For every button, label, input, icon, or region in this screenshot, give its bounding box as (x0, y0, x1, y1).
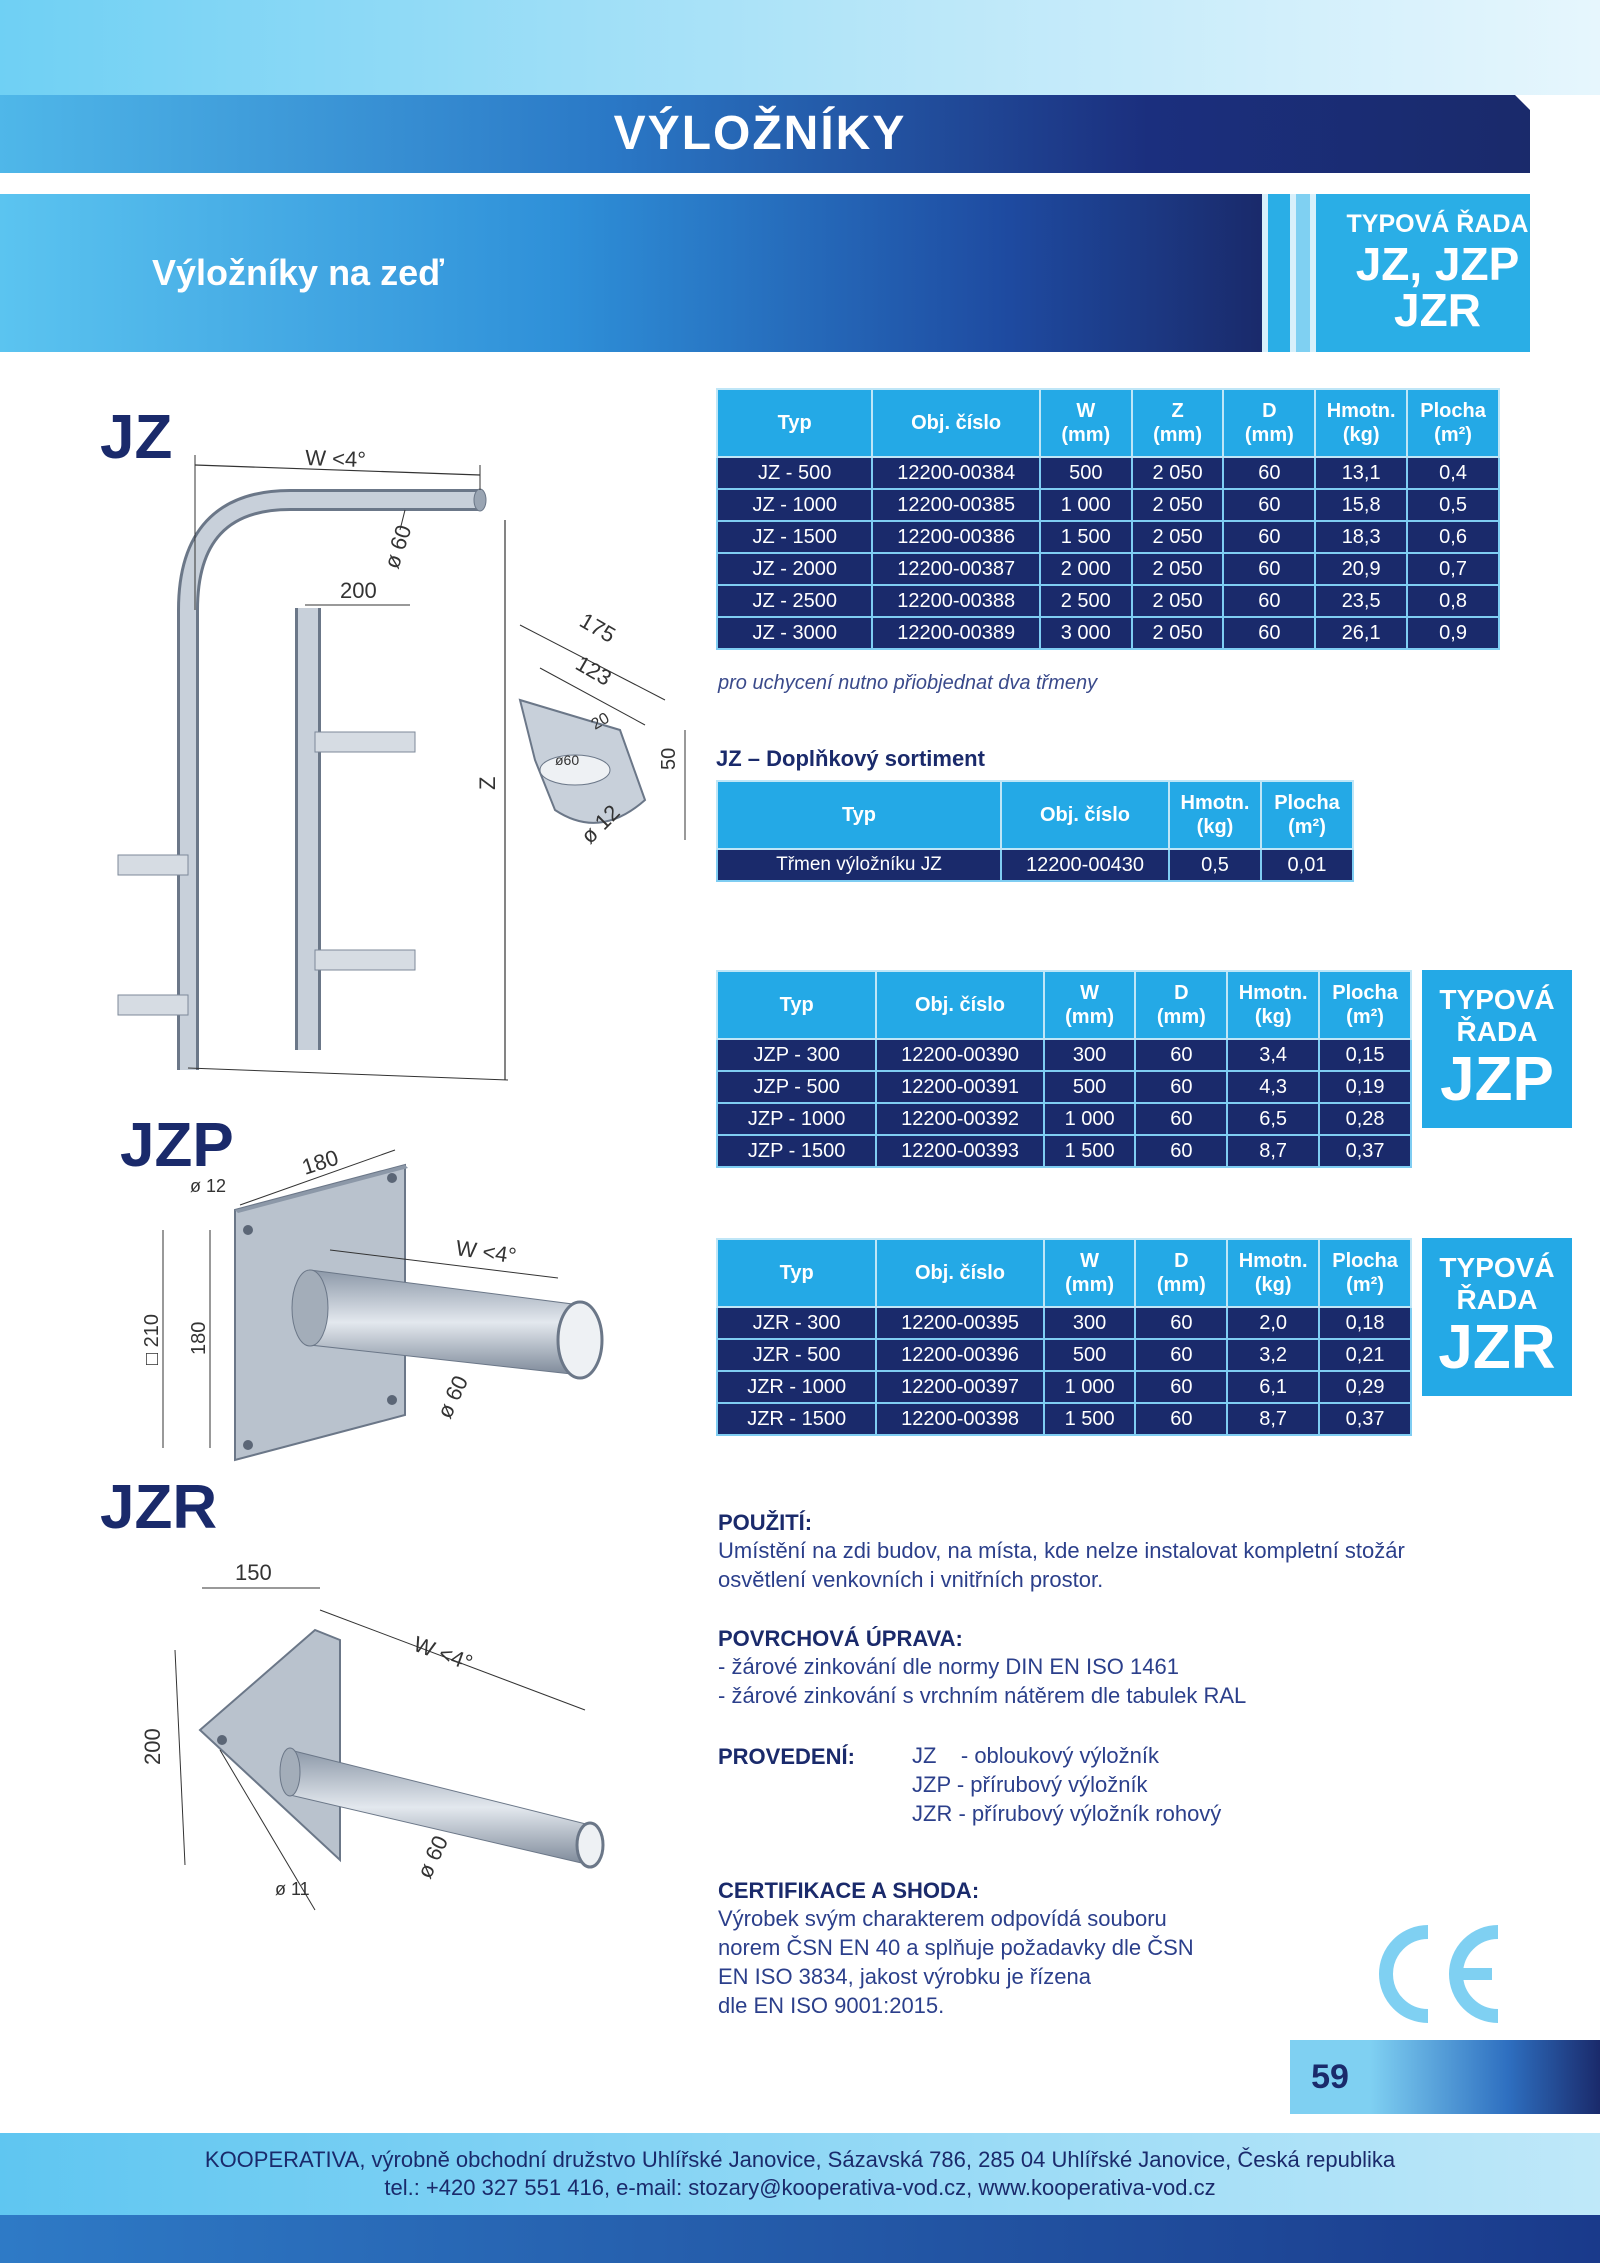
badge-line3: JZP (1440, 1045, 1554, 1114)
accessory-title: JZ – Doplňkový sortiment (716, 746, 985, 771)
table-cell: 0,29 (1319, 1371, 1411, 1403)
table-cell: 12200-00397 (876, 1371, 1043, 1403)
series-badge-line2: JZ, JZP (1355, 238, 1520, 290)
decor-stripe (1296, 194, 1310, 352)
accessory-table (716, 780, 1354, 882)
col-header: D (mm) (1135, 1239, 1227, 1307)
table-cell: 12200-00392 (876, 1103, 1043, 1135)
jz-bracket-drawing (100, 430, 700, 1090)
col-header: Obj. číslo (876, 1239, 1043, 1307)
col-header: Hmotn. (kg) (1227, 971, 1319, 1039)
jzp-bracket-drawing (140, 1130, 620, 1470)
table-cell: 12200-00386 (872, 521, 1039, 553)
table-cell: Třmen výložníku JZ (717, 849, 1001, 881)
jz-clamp (118, 995, 188, 1015)
table-cell: 12200-00384 (872, 457, 1039, 489)
table-cell: 0,4 (1407, 457, 1499, 489)
jz-clamp-detail (315, 732, 415, 752)
table-cell: JZP - 1000 (717, 1103, 876, 1135)
jzr-dim-d60: ø 60 (411, 1831, 454, 1883)
section-label-jzp: JZP (120, 1111, 234, 1180)
col-header: Plocha (m²) (1407, 389, 1499, 457)
table-cell: JZ - 1000 (717, 489, 872, 521)
table-cell: 3,4 (1227, 1039, 1319, 1071)
section-label-jz: JZ (100, 403, 173, 472)
jzp-dim-d60: ø 60 (431, 1371, 474, 1423)
table-row (717, 849, 1353, 881)
surface-line: - žárové zinkování dle normy DIN EN ISO 1461 (718, 1654, 1179, 1679)
table-cell: 0,5 (1407, 489, 1499, 521)
table-row (717, 1103, 1411, 1135)
jzr-dim-d11: ø 11 (275, 1879, 310, 1899)
jz-clamp (118, 855, 188, 875)
col-header: D (mm) (1223, 389, 1315, 457)
table-cell: 0,19 (1319, 1071, 1411, 1103)
table-cell: 500 (1040, 457, 1132, 489)
table-cell: 12200-00393 (876, 1135, 1043, 1167)
certification-block (718, 1878, 1318, 2020)
jzp-dim-w: W <4° (454, 1235, 518, 1269)
table-cell: JZR - 1000 (717, 1371, 876, 1403)
jz-dim-d60: ø 60 (378, 521, 417, 572)
table-cell: 13,1 (1315, 457, 1407, 489)
table-cell: 60 (1223, 585, 1315, 617)
table-cell: 12200-00396 (876, 1339, 1043, 1371)
table-cell: 0,21 (1319, 1339, 1411, 1371)
table-cell: 1 000 (1044, 1103, 1136, 1135)
table-cell: JZ - 2500 (717, 585, 872, 617)
table-cell: 12200-00385 (872, 489, 1039, 521)
jzr-dim-w-label: W <4° (410, 1631, 476, 1676)
jzr-corner-plate (200, 1630, 340, 1860)
table-cell: 2 050 (1132, 457, 1224, 489)
table-row (717, 521, 1499, 553)
col-header: Hmotn. (kg) (1227, 1239, 1319, 1307)
table-cell: 60 (1135, 1371, 1227, 1403)
table-cell: 300 (1044, 1307, 1136, 1339)
design-line: JZR - přírubový výložník rohový (912, 1801, 1222, 1826)
table-cell: 60 (1223, 457, 1315, 489)
table-row (717, 553, 1499, 585)
series-badge-line1: TYPOVÁ ŘADA (1346, 210, 1529, 238)
table-cell: 1 500 (1044, 1135, 1136, 1167)
table-cell: 0,37 (1319, 1403, 1411, 1435)
bottom-band (0, 2215, 1600, 2263)
table-cell: 0,15 (1319, 1039, 1411, 1071)
usage-line: osvětlení venkovních i vnitřních prostor. (718, 1567, 1104, 1592)
table-cell: 0,9 (1407, 617, 1499, 649)
badge-line2: ŘADA (1456, 1016, 1538, 1047)
table-cell: 0,01 (1261, 849, 1353, 881)
jzr-dim-150: 150 (235, 1560, 272, 1585)
jz-dim-50: 50 (658, 747, 680, 770)
table-cell: 23,5 (1315, 585, 1407, 617)
badge-line3: JZR (1438, 1313, 1556, 1382)
decor-stripe (1316, 194, 1345, 352)
table-row (717, 1371, 1411, 1403)
badge-line1: TYPOVÁ (1439, 984, 1555, 1015)
footer (0, 2146, 1600, 2202)
jzp-dim-180: 180 (298, 1144, 342, 1180)
col-header: W (mm) (1040, 389, 1132, 457)
page-number: 59 (1290, 2040, 1370, 2114)
jzr-spec-table (716, 1238, 1412, 1436)
jz-dim-175: 175 (575, 607, 620, 648)
table-cell: 0,37 (1319, 1135, 1411, 1167)
jz-dim-z: Z (475, 776, 500, 790)
jz-table-note: pro uchycení nutno přiobjednat dva třmeny (718, 672, 1098, 694)
jzp-dim-180v: 180 (188, 1321, 210, 1355)
certification-line: norem ČSN EN 40 a splňuje požadavky dle ČSN (718, 1935, 1194, 1960)
table-cell: 2 050 (1132, 521, 1224, 553)
badge-line1: TYPOVÁ (1439, 1252, 1555, 1283)
table-cell: 15,8 (1315, 489, 1407, 521)
jz-dim-123: 123 (571, 650, 616, 691)
table-cell: JZP - 500 (717, 1071, 876, 1103)
section-label-jzr: JZR (100, 1473, 218, 1542)
usage-line: Umístění na zdi budov, na místa, kde nelze instalovat kompletní stožár (718, 1538, 1405, 1563)
col-header: Typ (717, 781, 1001, 849)
table-cell: 6,1 (1227, 1371, 1319, 1403)
jz-clamp-detail (315, 950, 415, 970)
usage-block (718, 1510, 1518, 1594)
surface-line: - žárové zinkování s vrchním nátěrem dle tabulek RAL (718, 1683, 1247, 1708)
ce-mark-icon (1366, 1924, 1506, 2024)
table-cell: JZ - 2000 (717, 553, 872, 585)
col-header: W (mm) (1044, 971, 1136, 1039)
jzr-dim-200: 200 (140, 1728, 165, 1765)
table-cell: 300 (1044, 1039, 1136, 1071)
design-line: JZ - obloukový výložník (912, 1743, 1159, 1768)
table-cell: 60 (1223, 553, 1315, 585)
jz-dim-20: 20 (588, 709, 613, 734)
jz-dim-d60b: ø60 (555, 752, 580, 768)
table-cell: 20,9 (1315, 553, 1407, 585)
col-header: W (mm) (1044, 1239, 1136, 1307)
col-header: Plocha (m²) (1261, 781, 1353, 849)
certification-line: Výrobek svým charakterem odpovídá souboru (718, 1906, 1167, 1931)
table-cell: JZ - 3000 (717, 617, 872, 649)
table-cell: 12200-00398 (876, 1403, 1043, 1435)
design-block (912, 1741, 1412, 1828)
table-cell: 2 000 (1040, 553, 1132, 585)
table-cell: 0,7 (1407, 553, 1499, 585)
design-heading: PROVEDENÍ: (718, 1744, 855, 1769)
table-cell: 60 (1135, 1103, 1227, 1135)
table-row (717, 489, 1499, 521)
jzr-bracket-drawing (140, 1550, 620, 1920)
table-cell: 60 (1135, 1135, 1227, 1167)
table-cell: 2 500 (1040, 585, 1132, 617)
table-cell: 60 (1223, 617, 1315, 649)
table-cell: 3,2 (1227, 1339, 1319, 1371)
page-number-band (1370, 2040, 1600, 2114)
jzp-dim-d12: ø 12 (190, 1176, 227, 1196)
table-cell: 3 000 (1040, 617, 1132, 649)
col-header: Plocha (m²) (1319, 1239, 1411, 1307)
footer-line-company: KOOPERATIVA, výrobně obchodní družstvo Uhlířské Janovice, Sázavská 786, 285 04 Uhlířské Janovice, Česká republika (204, 2147, 1396, 2172)
col-header: Plocha (m²) (1319, 971, 1411, 1039)
footer-line-contact: tel.: +420 327 551 416, e-mail: stozary@kooperativa-vod.cz, www.kooperativa-vod.cz (384, 2175, 1216, 2200)
jz-dim-200: 200 (340, 578, 377, 603)
table-cell: 1 500 (1040, 521, 1132, 553)
certification-line: dle EN ISO 9001:2015. (718, 1993, 945, 2018)
table-row (717, 1071, 1411, 1103)
table-cell: 500 (1044, 1339, 1136, 1371)
col-header: Typ (717, 389, 872, 457)
jzp-dim-sq210: □ 210 (141, 1313, 163, 1365)
jz-dim-d12: ø 12 (575, 799, 625, 849)
table-row (717, 1039, 1411, 1071)
table-cell: JZ - 1500 (717, 521, 872, 553)
table-cell: 0,5 (1169, 849, 1261, 881)
table-cell: 500 (1044, 1071, 1136, 1103)
table-cell: 2 050 (1132, 553, 1224, 585)
table-cell: 0,28 (1319, 1103, 1411, 1135)
page-title: VÝLOŽNÍKY (613, 107, 907, 160)
jzp-spec-table (716, 970, 1412, 1168)
table-row (717, 1307, 1411, 1339)
series-badge-top (1345, 194, 1530, 352)
table-row (717, 457, 1499, 489)
certification-line: EN ISO 3834, jakost výrobku je řízena (718, 1964, 1091, 1989)
table-cell: 60 (1135, 1071, 1227, 1103)
subtitle: Výložníky na zeď (152, 252, 444, 293)
table-cell: 12200-00430 (1001, 849, 1169, 881)
table-cell: JZR - 300 (717, 1307, 876, 1339)
surface-block (718, 1626, 1518, 1710)
table-cell: 12200-00395 (876, 1307, 1043, 1339)
table-cell: 60 (1135, 1307, 1227, 1339)
top-gradient-band (0, 0, 1600, 95)
table-cell: 18,3 (1315, 521, 1407, 553)
col-header: Typ (717, 971, 876, 1039)
table-cell: 1 000 (1040, 489, 1132, 521)
col-header: Z (mm) (1132, 389, 1224, 457)
col-header: Obj. číslo (876, 971, 1043, 1039)
table-cell: 0,6 (1407, 521, 1499, 553)
jz-dim-w: W <4° (304, 445, 367, 473)
table-cell: 12200-00390 (876, 1039, 1043, 1071)
table-cell: 26,1 (1315, 617, 1407, 649)
table-cell: 60 (1223, 521, 1315, 553)
series-badge-jzp (1422, 970, 1572, 1128)
certification-heading: CERTIFIKACE A SHODA: (718, 1878, 980, 1903)
table-cell: 0,8 (1407, 585, 1499, 617)
usage-heading: POUŽITÍ: (718, 1510, 813, 1535)
table-cell: 6,5 (1227, 1103, 1319, 1135)
surface-heading: POVRCHOVÁ ÚPRAVA: (718, 1626, 963, 1651)
table-cell: 12200-00388 (872, 585, 1039, 617)
table-cell: 60 (1223, 489, 1315, 521)
table-cell: 1 500 (1044, 1403, 1136, 1435)
table-cell: 60 (1135, 1403, 1227, 1435)
col-header: Obj. číslo (1001, 781, 1169, 849)
table-cell: 2 050 (1132, 489, 1224, 521)
decor-stripe (1268, 194, 1290, 352)
col-header: Obj. číslo (872, 389, 1039, 457)
series-badge-jzr (1422, 1238, 1572, 1396)
table-cell: JZR - 500 (717, 1339, 876, 1371)
table-cell: 2 050 (1132, 617, 1224, 649)
table-cell: 12200-00391 (876, 1071, 1043, 1103)
table-cell: 60 (1135, 1339, 1227, 1371)
col-header: Typ (717, 1239, 876, 1307)
table-cell: 0,18 (1319, 1307, 1411, 1339)
badge-line2: ŘADA (1456, 1284, 1538, 1315)
design-line: JZP - přírubový výložník (912, 1772, 1148, 1797)
table-cell: JZR - 1500 (717, 1403, 876, 1435)
table-cell: JZP - 1500 (717, 1135, 876, 1167)
table-row (717, 617, 1499, 649)
series-badge-line3: JZR (1394, 284, 1481, 336)
table-row (717, 1339, 1411, 1371)
table-row (717, 585, 1499, 617)
table-cell: JZP - 300 (717, 1039, 876, 1071)
table-cell: JZ - 500 (717, 457, 872, 489)
table-cell: 2 050 (1132, 585, 1224, 617)
col-header: D (mm) (1135, 971, 1227, 1039)
table-cell: 8,7 (1227, 1135, 1319, 1167)
table-cell: 12200-00389 (872, 617, 1039, 649)
table-cell: 4,3 (1227, 1071, 1319, 1103)
table-cell: 60 (1135, 1039, 1227, 1071)
table-cell: 8,7 (1227, 1403, 1319, 1435)
table-row (717, 1403, 1411, 1435)
jz-spec-table (716, 388, 1500, 650)
col-header: Hmotn. (kg) (1169, 781, 1261, 849)
table-row (717, 1135, 1411, 1167)
jz-pole-outline (188, 500, 480, 1070)
jz-pole (188, 500, 480, 1070)
table-cell: 12200-00387 (872, 553, 1039, 585)
table-cell: 1 000 (1044, 1371, 1136, 1403)
col-header: Hmotn. (kg) (1315, 389, 1407, 457)
table-cell: 2,0 (1227, 1307, 1319, 1339)
